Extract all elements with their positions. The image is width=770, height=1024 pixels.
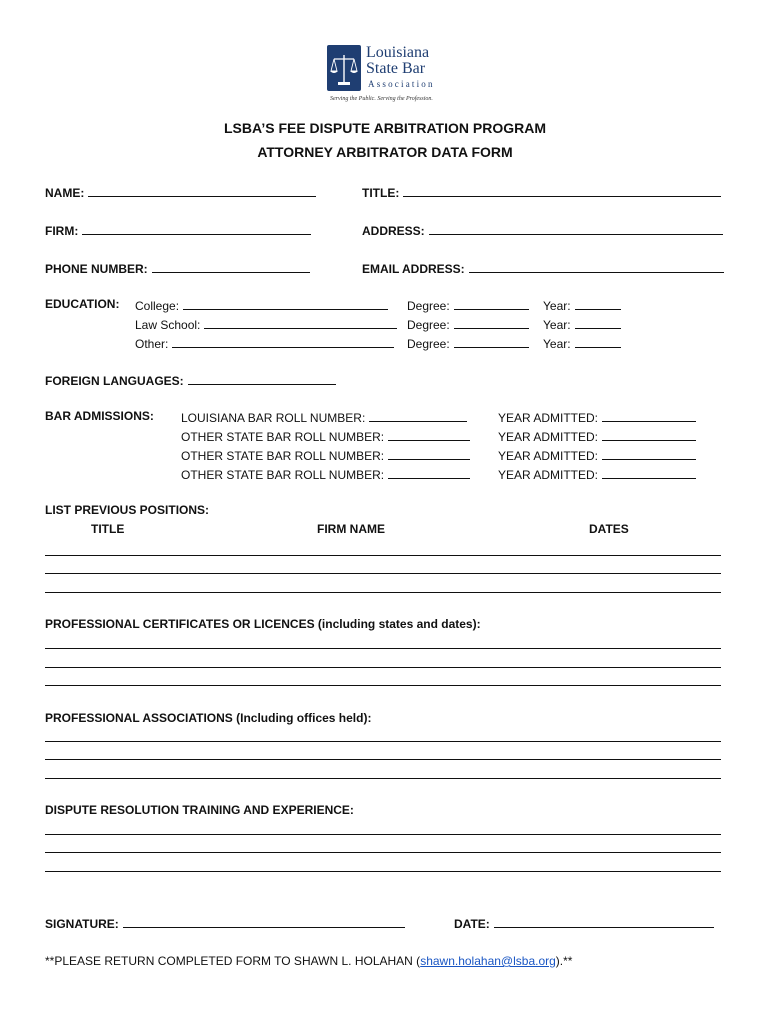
education-degree-field[interactable]	[407, 316, 529, 332]
education-year-input-line[interactable]	[575, 316, 621, 329]
year-admitted-label: YEAR ADMITTED:	[498, 468, 599, 482]
email-field[interactable]	[362, 260, 724, 276]
column-header-title: TITLE	[91, 522, 125, 536]
signature-label: SIGNATURE:	[45, 917, 119, 931]
bar-roll-input-line[interactable]	[369, 409, 467, 422]
education-other-field[interactable]	[135, 335, 394, 351]
associations-line[interactable]	[45, 759, 721, 760]
bar-roll-label: OTHER STATE BAR ROLL NUMBER:	[181, 430, 385, 444]
form-title-data-form: ATTORNEY ARBITRATOR DATA FORM	[257, 144, 513, 160]
education-school-input-line[interactable]	[183, 297, 388, 310]
name-label: NAME:	[45, 186, 85, 200]
year-admitted-field[interactable]	[498, 447, 696, 463]
logo-text-louisiana: Louisiana	[366, 44, 430, 61]
scales-of-justice-icon	[327, 45, 361, 91]
year-admitted-input-line[interactable]	[602, 447, 696, 460]
year-admitted-label: YEAR ADMITTED:	[498, 411, 599, 425]
education-year-field[interactable]	[543, 297, 621, 313]
foreign-languages-label: FOREIGN LANGUAGES:	[45, 374, 184, 388]
positions-line[interactable]	[45, 555, 721, 556]
associations-label: PROFESSIONAL ASSOCIATIONS (Including offices held):	[45, 711, 372, 725]
education-law-school-field[interactable]	[135, 316, 397, 332]
firm-input-line[interactable]	[82, 222, 311, 235]
year-admitted-input-line[interactable]	[602, 428, 696, 441]
address-input-line[interactable]	[429, 222, 723, 235]
education-degree-label: Degree:	[407, 299, 450, 313]
name-input-line[interactable]	[88, 184, 316, 197]
certificates-label: PROFESSIONAL CERTIFICATES OR LICENCES (including states and dates):	[45, 617, 481, 631]
title-input-line[interactable]	[403, 184, 721, 197]
training-line[interactable]	[45, 871, 721, 872]
bar-roll-label: OTHER STATE BAR ROLL NUMBER:	[181, 468, 385, 482]
return-instructions	[45, 954, 572, 968]
bar-roll-input-line[interactable]	[388, 447, 470, 460]
firm-field[interactable]	[45, 222, 311, 238]
certificates-line[interactable]	[45, 667, 721, 668]
logo-text-state-bar: State Bar	[366, 60, 426, 77]
year-admitted-label: YEAR ADMITTED:	[498, 449, 599, 463]
signature-input-line[interactable]	[123, 915, 405, 928]
education-year-input-line[interactable]	[575, 297, 621, 310]
year-admitted-field[interactable]	[498, 409, 696, 425]
title-label: TITLE:	[362, 186, 400, 200]
address-label: ADDRESS:	[362, 224, 425, 238]
logo-text-association: Association	[368, 79, 435, 89]
column-header-dates: DATES	[589, 522, 629, 536]
phone-label: PHONE NUMBER:	[45, 262, 148, 276]
previous-positions-label: LIST PREVIOUS POSITIONS:	[45, 503, 210, 517]
education-school-input-line[interactable]	[204, 316, 397, 329]
column-header-firm-name: FIRM NAME	[317, 522, 385, 536]
year-admitted-input-line[interactable]	[602, 409, 696, 422]
year-admitted-label: YEAR ADMITTED:	[498, 430, 599, 444]
education-degree-field[interactable]	[407, 297, 529, 313]
title-field[interactable]	[362, 184, 721, 200]
education-school-label: College:	[135, 299, 180, 313]
education-school-label: Law School:	[135, 318, 201, 332]
education-school-label: Other:	[135, 337, 169, 351]
form-title-program: LSBA’S FEE DISPUTE ARBITRATION PROGRAM	[223, 120, 546, 136]
date-field[interactable]	[454, 915, 714, 931]
education-label: EDUCATION:	[45, 297, 120, 311]
email-label: EMAIL ADDRESS:	[362, 262, 465, 276]
positions-line[interactable]	[45, 573, 721, 574]
positions-line[interactable]	[45, 592, 721, 593]
date-label: DATE:	[454, 917, 490, 931]
bar-roll-field[interactable]	[181, 428, 470, 444]
email-input-line[interactable]	[469, 260, 724, 273]
phone-field[interactable]	[45, 260, 310, 276]
bar-roll-label: LOUISIANA BAR ROLL NUMBER:	[181, 411, 366, 425]
training-label: DISPUTE RESOLUTION TRAINING AND EXPERIENCE:	[45, 803, 354, 817]
return-instructions-suffix: ).**	[555, 954, 573, 968]
education-year-label: Year:	[543, 318, 571, 332]
holahan-email-link[interactable]: shawn.holahan@lsba.org	[420, 954, 556, 968]
bar-roll-field[interactable]	[181, 447, 470, 463]
foreign-languages-field[interactable]	[45, 372, 336, 388]
education-degree-input-line[interactable]	[454, 297, 529, 310]
firm-label: FIRM:	[45, 224, 79, 238]
associations-line[interactable]	[45, 778, 721, 779]
address-field[interactable]	[362, 222, 723, 238]
associations-line[interactable]	[45, 741, 721, 742]
phone-input-line[interactable]	[152, 260, 310, 273]
education-degree-label: Degree:	[407, 318, 450, 332]
education-degree-input-line[interactable]	[454, 335, 529, 348]
certificates-line[interactable]	[45, 685, 721, 686]
education-degree-field[interactable]	[407, 335, 529, 351]
education-year-field[interactable]	[543, 335, 621, 351]
training-line[interactable]	[45, 834, 721, 835]
education-year-input-line[interactable]	[575, 335, 621, 348]
education-year-field[interactable]	[543, 316, 621, 332]
foreign-languages-input-line[interactable]	[188, 372, 336, 385]
return-instructions-prefix: **PLEASE RETURN COMPLETED FORM TO SHAWN L. HOLAHAN (	[45, 954, 421, 968]
logo-tagline: Serving the Public. Serving the Profession.	[330, 96, 433, 102]
certificates-line[interactable]	[45, 648, 721, 649]
name-field[interactable]	[45, 184, 316, 200]
bar-roll-field[interactable]	[181, 409, 467, 425]
education-degree-input-line[interactable]	[454, 316, 529, 329]
date-input-line[interactable]	[494, 915, 714, 928]
year-admitted-field[interactable]	[498, 428, 696, 444]
education-college-field[interactable]	[135, 297, 388, 313]
education-year-label: Year:	[543, 337, 571, 351]
lsba-logo-emblem	[327, 45, 361, 91]
bar-roll-label: OTHER STATE BAR ROLL NUMBER:	[181, 449, 385, 463]
year-admitted-input-line[interactable]	[602, 466, 696, 479]
signature-field[interactable]	[45, 915, 405, 931]
bar-roll-input-line[interactable]	[388, 428, 470, 441]
year-admitted-field[interactable]	[498, 466, 696, 482]
bar-admissions-label: BAR ADMISSIONS:	[45, 409, 154, 423]
education-school-input-line[interactable]	[172, 335, 394, 348]
education-year-label: Year:	[543, 299, 571, 313]
education-degree-label: Degree:	[407, 337, 450, 351]
training-line[interactable]	[45, 852, 721, 853]
bar-roll-input-line[interactable]	[388, 466, 470, 479]
bar-roll-field[interactable]	[181, 466, 470, 482]
